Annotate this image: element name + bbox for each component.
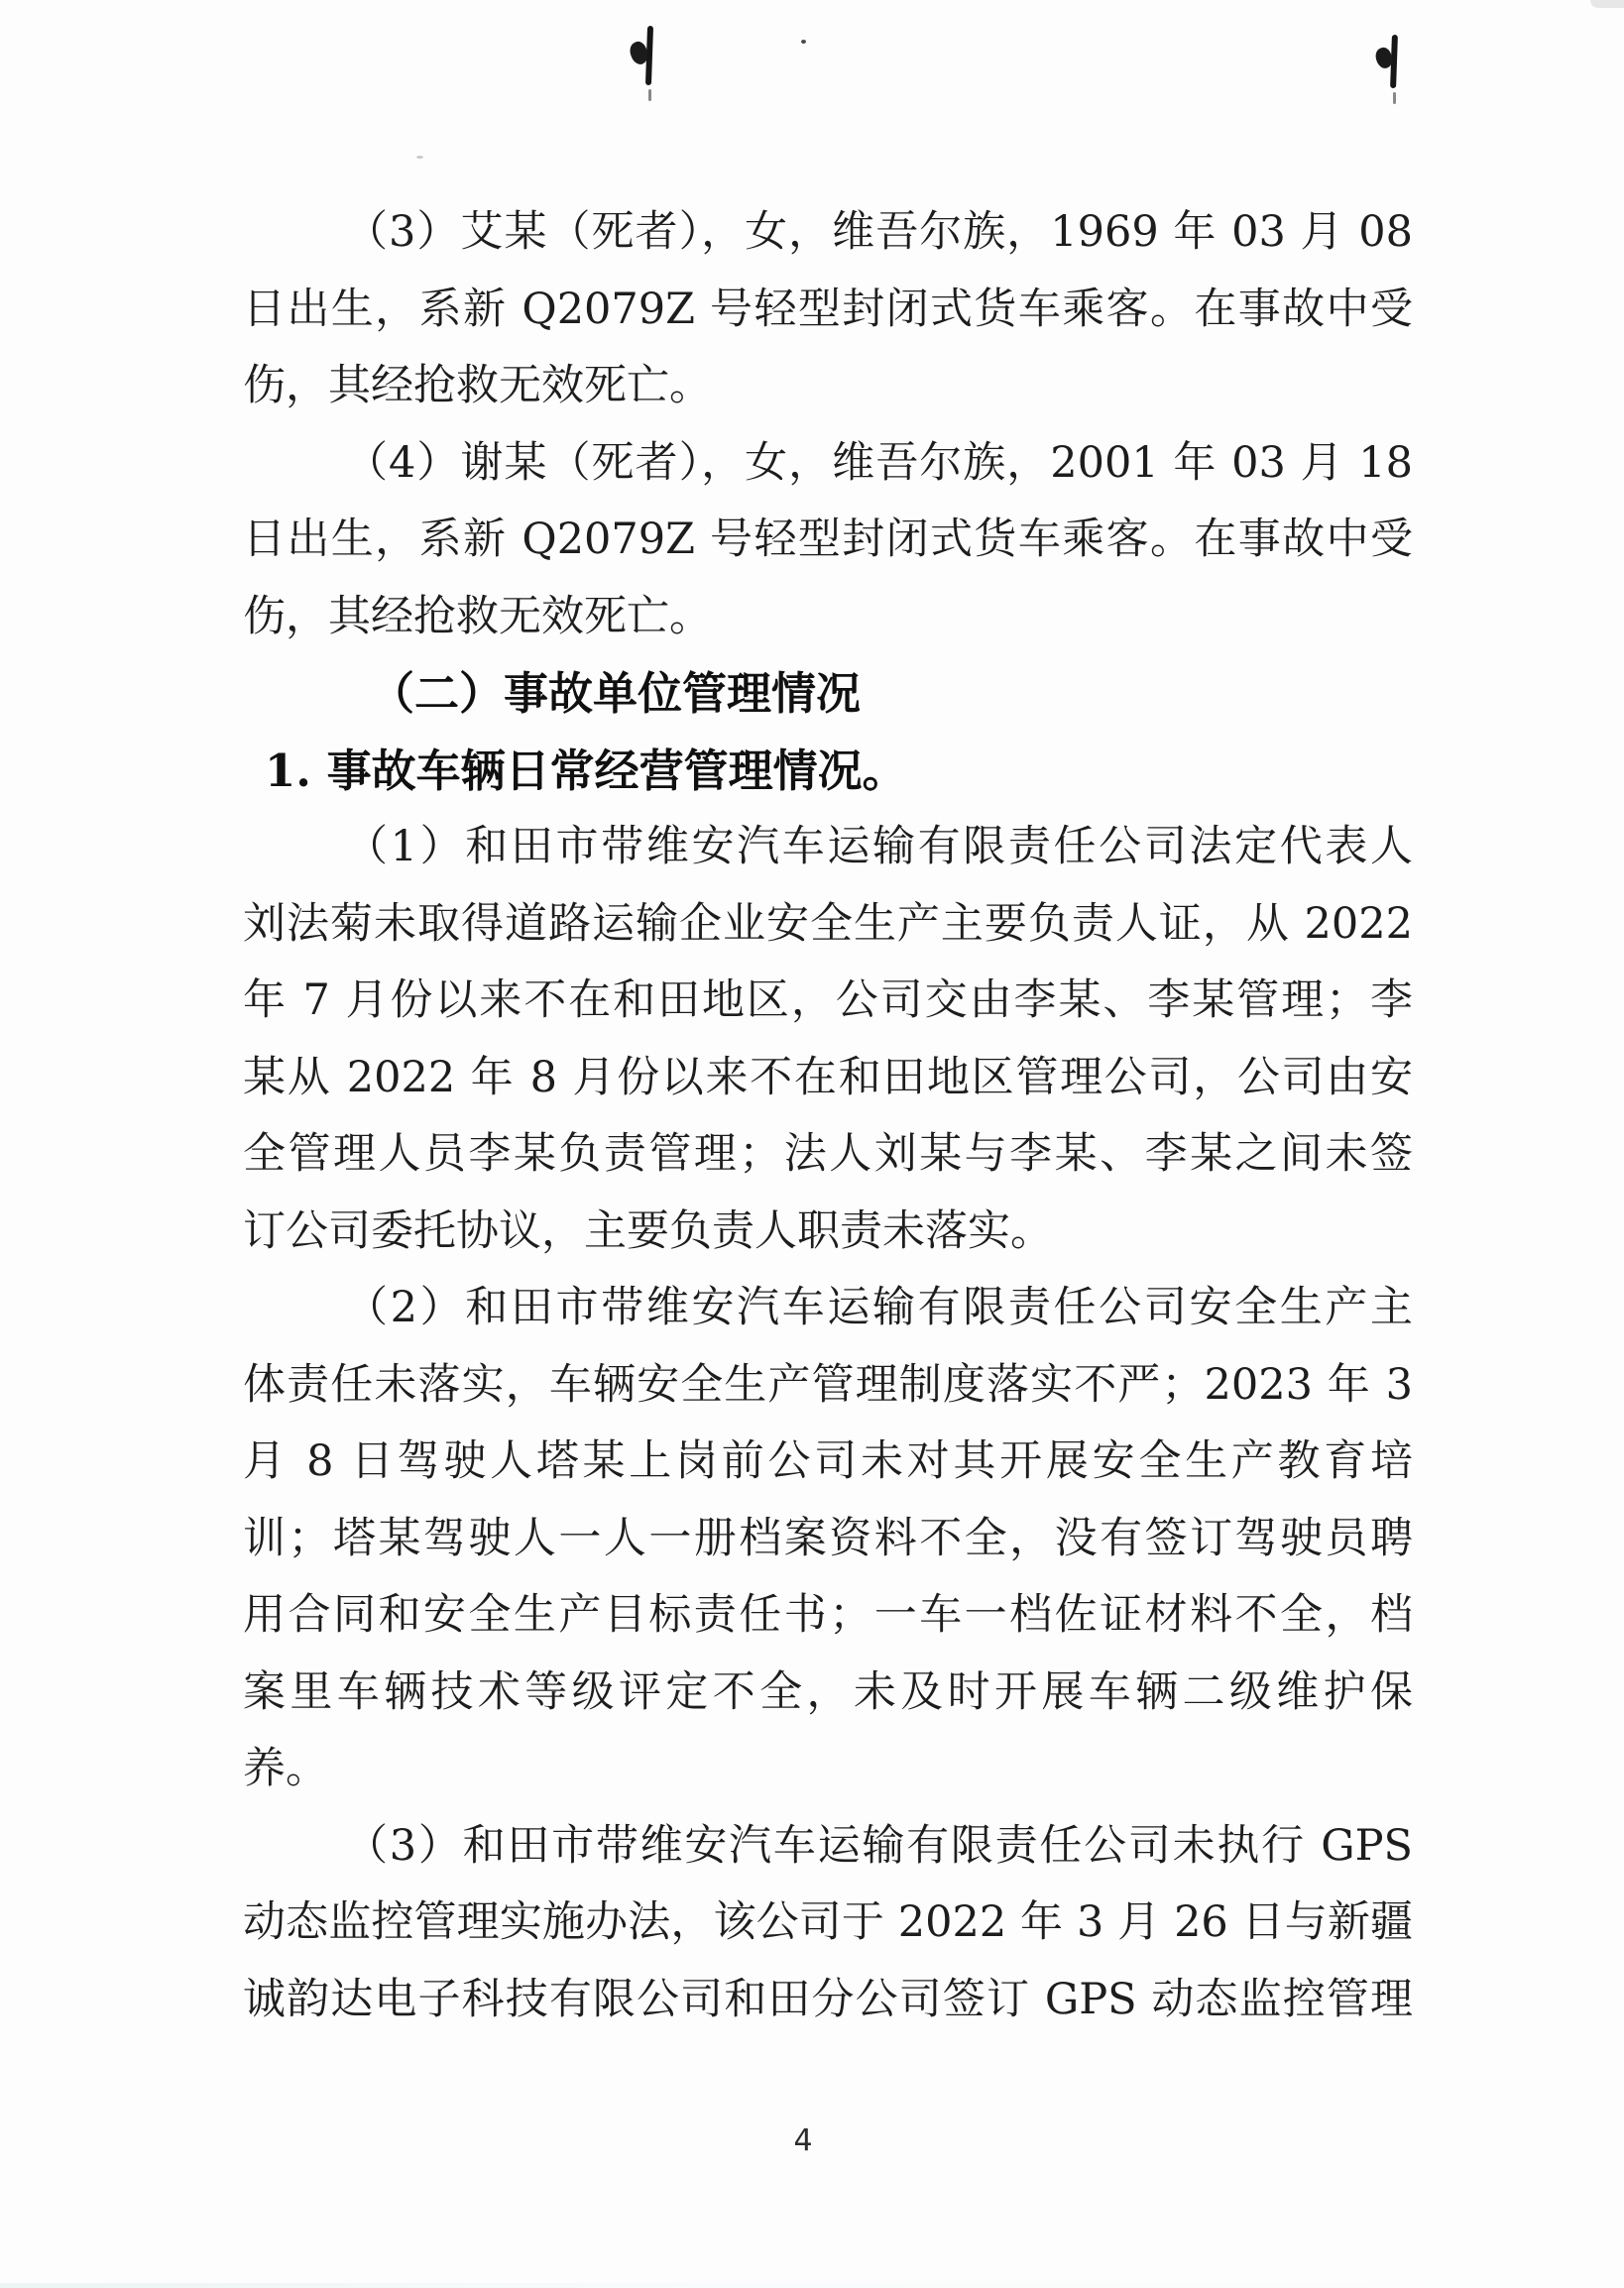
- scan-edge-artifact: [0, 2283, 1624, 2288]
- text-line: 日出生，系新 Q2079Z 号轻型封闭式货车乘客。在事故中受: [243, 284, 1413, 334]
- section-heading-line: （二）事故单位管理情况: [370, 667, 862, 720]
- page-number: 4: [793, 2123, 813, 2158]
- text-line: 伤，其经抢救无效死亡。: [243, 361, 712, 410]
- text-line: 案里车辆技术等级评定不全，未及时开展车辆二级维护保: [243, 1666, 1413, 1717]
- text-line: 伤，其经抢救无效死亡。: [243, 591, 712, 641]
- staple-tail: [1393, 92, 1396, 104]
- text-line: 动态监控管理实施办法，该公司于 2022 年 3 月 26 日与新疆: [243, 1897, 1413, 1947]
- text-line: 订公司委托协议，主要负责人职责未落实。: [243, 1205, 1053, 1256]
- section-heading-line: 1. 事故车辆日常经营管理情况。: [265, 744, 907, 797]
- text-line: （4）谢某（死者），女，维吾尔族，2001 年 03 月 18: [345, 437, 1413, 488]
- scan-corner-smudge: [1590, 0, 1624, 8]
- text-line: （3）艾某（死者），女，维吾尔族，1969 年 03 月 08: [345, 207, 1413, 257]
- scan-speck: [416, 156, 423, 159]
- text-line: 养。: [243, 1744, 328, 1793]
- text-line: （1）和田市带维安汽车运输有限责任公司法定代表人: [345, 822, 1413, 871]
- text-line: 日出生，系新 Q2079Z 号轻型封闭式货车乘客。在事故中受: [243, 515, 1413, 564]
- staple-tail: [648, 89, 651, 101]
- text-line: 用合同和安全生产目标责任书；一车一档佐证材料不全，档: [243, 1590, 1413, 1640]
- text-line: 年 7 月份以来不在和田地区，公司交由李某、李某管理；李: [243, 975, 1413, 1025]
- text-line: （2）和田市带维安汽车运输有限责任公司安全生产主: [345, 1283, 1413, 1332]
- text-line: 刘法菊未取得道路运输企业安全生产主要负责人证，从 2022: [243, 898, 1413, 949]
- document-body: [243, 194, 1413, 2038]
- text-line: 月 8 日驾驶人塔某上岗前公司未对其开展安全生产教育培: [243, 1436, 1413, 1486]
- text-line: （3）和田市带维安汽车运输有限责任公司未执行 GPS: [345, 1820, 1413, 1871]
- text-line: 训；塔某驾驶人一人一册档案资料不全，没有签订驾驶员聘: [243, 1513, 1413, 1563]
- text-line: 体责任未落实，车辆安全生产管理制度落实不严；2023 年 3: [243, 1359, 1413, 1410]
- text-line: 全管理人员李某负责管理；法人刘某与李某、李某之间未签: [243, 1129, 1413, 1179]
- text-line: 某从 2022 年 8 月份以来不在和田地区管理公司，公司由安: [243, 1052, 1413, 1102]
- text-line: 诚韵达电子科技有限公司和田分公司签订 GPS 动态监控管理: [243, 1974, 1413, 2024]
- scan-speck: [801, 40, 806, 44]
